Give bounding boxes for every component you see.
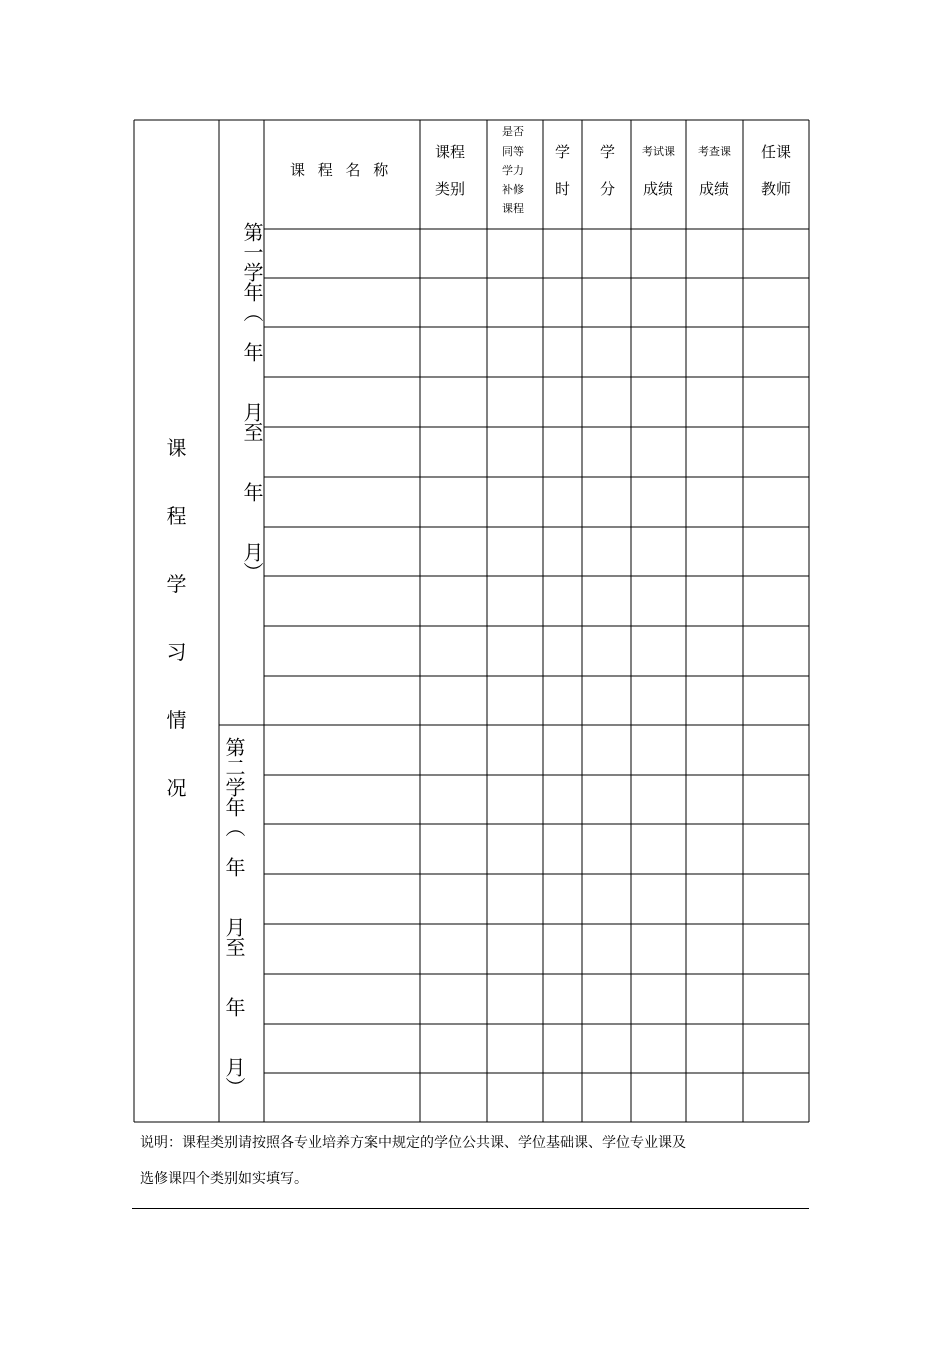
section-label-char-5: 情 bbox=[166, 708, 187, 732]
header-credits-bottom: 分 bbox=[600, 180, 616, 198]
header-check-top: 考查课 bbox=[698, 145, 731, 158]
header-credits-top: 学 bbox=[600, 143, 616, 161]
section-label-char-1: 课 bbox=[166, 436, 187, 460]
header-equivalent-2: 同等 bbox=[502, 145, 524, 158]
header-equivalent-3: 学力 bbox=[502, 164, 524, 177]
section-label-char-3: 学 bbox=[166, 572, 187, 596]
footer-rule bbox=[132, 1208, 809, 1209]
header-category-bottom: 类别 bbox=[435, 180, 466, 198]
note-line-2: 选修课四个类别如实填写。 bbox=[140, 1171, 308, 1187]
note-line-1: 说明：课程类别请按照各专业培养方案中规定的学位公共课、学位基础课、学位专业课及 bbox=[140, 1135, 686, 1151]
section-label-char-2: 程 bbox=[166, 504, 187, 528]
header-equivalent-5: 课程 bbox=[502, 202, 524, 215]
header-teacher-bottom: 教师 bbox=[761, 180, 792, 198]
section-label-char-6: 况 bbox=[166, 776, 187, 800]
section-label-course-study bbox=[134, 438, 219, 798]
header-exam-bottom: 成绩 bbox=[643, 180, 674, 198]
header-hours-bottom: 时 bbox=[555, 180, 571, 198]
header-teacher-top: 任课 bbox=[761, 143, 792, 161]
header-exam-top: 考试课 bbox=[642, 145, 675, 158]
section-label-char-4: 习 bbox=[166, 640, 187, 664]
second-year-label: 第二学年（ 年 月至 年 月） bbox=[222, 737, 246, 1097]
header-check-bottom: 成绩 bbox=[699, 180, 730, 198]
first-year-label: 第一学年（ 年 月至 年 月） bbox=[240, 222, 264, 582]
header-equivalent-4: 补修 bbox=[502, 183, 524, 196]
header-category-top: 课程 bbox=[435, 143, 466, 161]
header-course-name: 课 程 名 称 bbox=[290, 161, 393, 179]
header-hours-top: 学 bbox=[555, 143, 571, 161]
header-equivalent-1: 是否 bbox=[502, 125, 524, 138]
